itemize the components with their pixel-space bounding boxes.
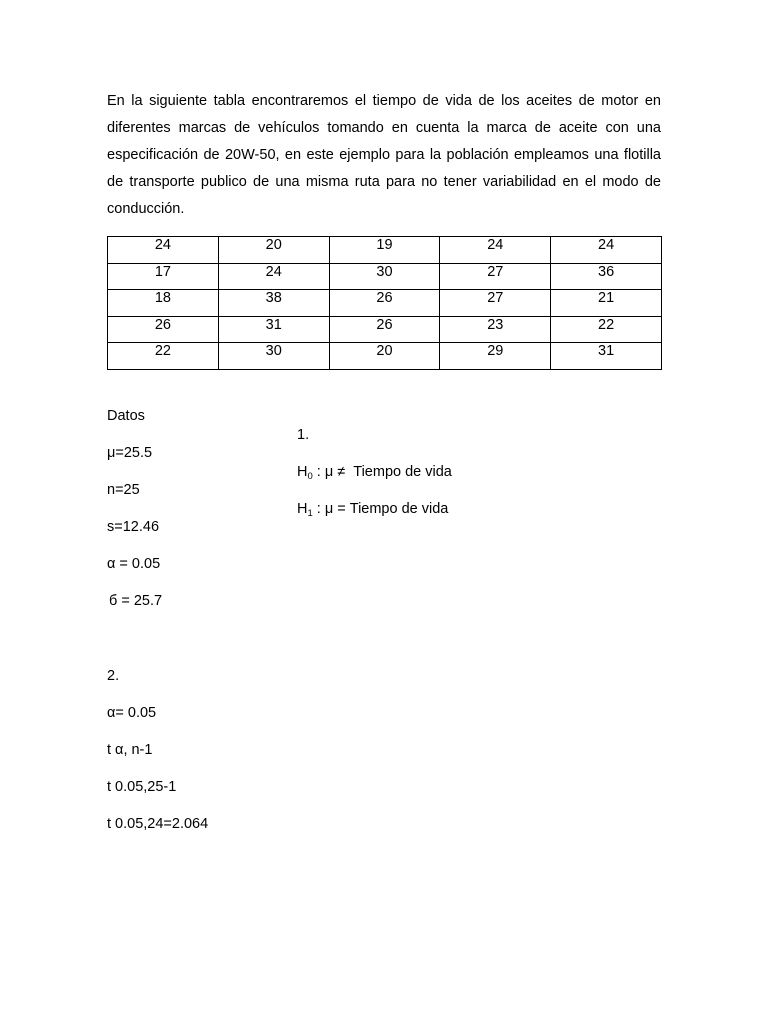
table-row — [108, 343, 662, 370]
datos-alpha: α = 0.05 — [107, 556, 161, 572]
hypotheses-number: 1. — [297, 427, 310, 443]
h1-letter: H — [297, 501, 308, 517]
table-cell: 26 — [108, 316, 219, 343]
oil-lifetime-table — [107, 236, 662, 370]
table-cell: 31 — [218, 316, 329, 343]
step2-alpha: α= 0.05 — [107, 705, 157, 721]
table-cell: 24 — [440, 237, 551, 264]
datos-s: s=12.46 — [107, 519, 160, 535]
table-cell: 26 — [329, 290, 440, 317]
table-cell: 24 — [218, 263, 329, 290]
datos-heading: Datos — [107, 408, 145, 424]
datos-sigma: б = 25.7 — [109, 593, 163, 609]
table-cell: 36 — [551, 263, 662, 290]
table-cell: 23 — [440, 316, 551, 343]
table-cell: 19 — [329, 237, 440, 264]
table-cell: 31 — [551, 343, 662, 370]
table-cell: 30 — [218, 343, 329, 370]
table-cell: 22 — [108, 343, 219, 370]
table-cell: 27 — [440, 263, 551, 290]
table-cell: 18 — [108, 290, 219, 317]
table-cell: 27 — [440, 290, 551, 317]
table-cell: 17 — [108, 263, 219, 290]
step2-t-substituted: t 0.05,25-1 — [107, 779, 177, 795]
step2-t-result: t 0.05,24=2.064 — [107, 816, 209, 832]
table-cell: 30 — [329, 263, 440, 290]
h0-letter: H — [297, 464, 308, 480]
table-cell: 20 — [218, 237, 329, 264]
table-row — [108, 237, 662, 264]
step2-number: 2. — [107, 668, 120, 684]
hypothesis-h0 — [297, 463, 452, 483]
table-cell: 29 — [440, 343, 551, 370]
table-cell: 24 — [108, 237, 219, 264]
intro-paragraph: En la siguiente tabla encontraremos el tiempo de vida de los aceites de motor en diferentes marcas de vehículos tomando en cuenta la marca de aceite con una especificación de 20W-50, en este ejemplo para la población empleamos una flotilla de transporte publico de una misma ruta para no tener variabilidad en el modo de conducción. — [107, 93, 661, 217]
h0-statement: : μ ≠ Tiempo de vida — [312, 464, 452, 480]
table-cell: 38 — [218, 290, 329, 317]
table-row — [108, 263, 662, 290]
table-cell: 24 — [551, 237, 662, 264]
h1-statement: : μ = Tiempo de vida — [312, 501, 449, 517]
table-cell: 22 — [551, 316, 662, 343]
table-cell: 21 — [551, 290, 662, 317]
table-cell: 20 — [329, 343, 440, 370]
table-cell: 26 — [329, 316, 440, 343]
h1-subscript: 1 — [307, 508, 313, 519]
step2-t-formula: t α, n-1 — [107, 742, 153, 758]
hypothesis-h1 — [297, 500, 448, 520]
table-row — [108, 316, 662, 343]
datos-n: n=25 — [107, 482, 140, 498]
table-row — [108, 290, 662, 317]
datos-mu: μ=25.5 — [107, 445, 153, 461]
h0-subscript: 0 — [307, 471, 313, 482]
